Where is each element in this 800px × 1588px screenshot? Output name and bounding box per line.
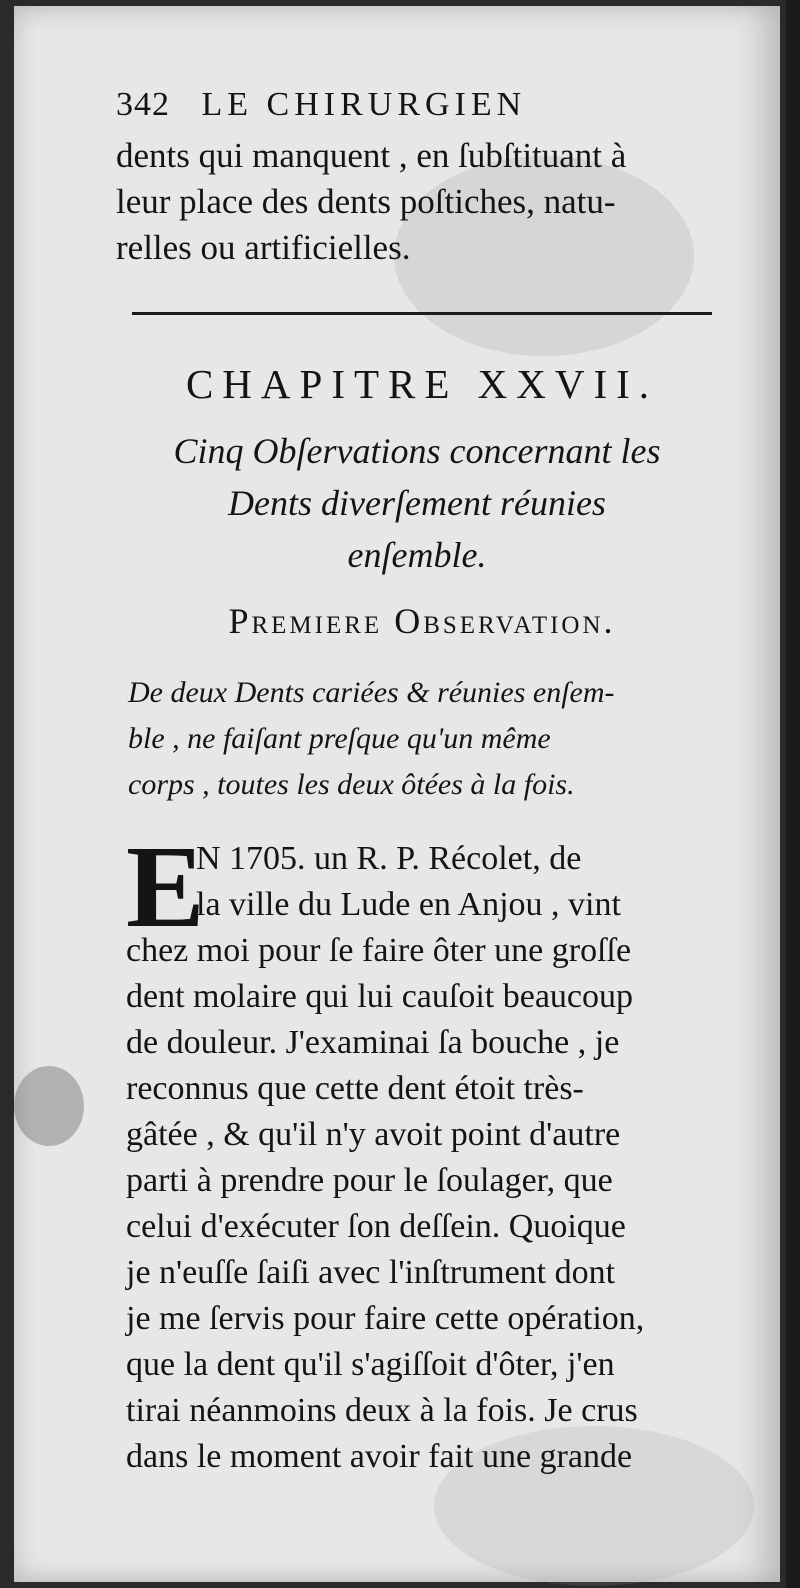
paragraph-line: que la dent qu'il s'agiſſoit d'ôter, j'en: [126, 1346, 615, 1383]
observation-summary-line: corps , toutes les deux ôtées à la fois.: [128, 768, 575, 801]
drop-cap: E: [126, 821, 205, 952]
paragraph-line: chez moi pour ſe faire ôter une groſſe: [126, 932, 632, 969]
paragraph-line: gâtée , & qu'il n'y avoit point d'autre: [126, 1116, 621, 1153]
chapter-heading: CHAPITRE XXVII.: [185, 361, 659, 407]
observation-title: Premiere Observation.: [228, 601, 616, 641]
paragraph-line: dans le moment avoir fait une grande: [126, 1438, 633, 1475]
paragraph-line: je n'euſſe ſaiſi avec l'inſtrument dont: [126, 1254, 616, 1291]
paragraph-line: de douleur. J'examinai ſa bouche , je: [126, 1024, 620, 1061]
running-header: [116, 86, 526, 124]
chapter-subtitle-line: Dents diverſement réunies: [228, 483, 606, 523]
chapter-subtitle-line: Cinq Obſervations concernant les: [173, 431, 661, 471]
paragraph-line: celui d'exécuter ſon deſſein. Quoique: [126, 1208, 626, 1245]
page-edge-shadow: [786, 0, 800, 1588]
page-stain: [14, 1066, 84, 1146]
intro-line: dents qui manquent , en ſubſtituant à: [116, 136, 627, 175]
paragraph-line: N 1705. un R. P. Récolet, de: [196, 840, 582, 877]
chapter-subtitle-line: enſemble.: [347, 535, 487, 575]
paragraph-line: parti à prendre pour le ſoulager, que: [126, 1162, 613, 1199]
paragraph-line: reconnus que cette dent étoit très-: [126, 1070, 584, 1107]
paragraph-line: la ville du Lude en Anjou , vint: [196, 886, 621, 923]
page-number: 342: [116, 86, 170, 123]
paragraph-line: dent molaire qui lui cauſoit beaucoup: [126, 978, 634, 1015]
chapter-rule: [132, 312, 712, 315]
observation-summary-line: De deux Dents cariées & réunies enſem-: [128, 676, 615, 709]
intro-line: leur place des dents poſtiches, natu-: [116, 182, 616, 221]
paragraph-line: tirai néanmoins deux à la fois. Je crus: [126, 1392, 638, 1429]
paragraph-line: je me ſervis pour faire cette opération,: [126, 1300, 645, 1337]
running-title: LE CHIRURGIEN: [201, 86, 527, 123]
intro-line: relles ou artificielles.: [116, 228, 411, 267]
observation-summary-line: ble , ne faiſant preſque qu'un même: [128, 722, 551, 755]
